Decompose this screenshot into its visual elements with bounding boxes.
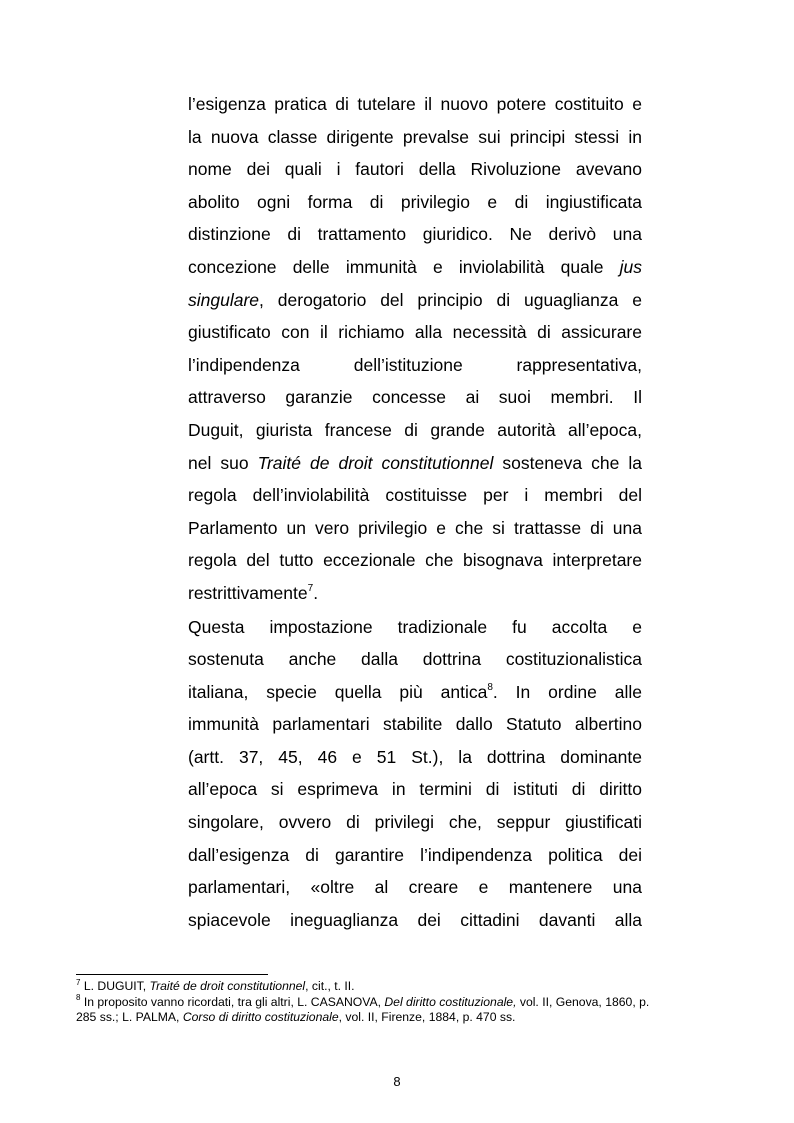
body-line: regola del tutto eccezionale che bisognava interpretare bbox=[188, 550, 642, 571]
body-text-run: restrittivamente bbox=[188, 582, 308, 603]
paragraph-start-line: Questa impostazione tradizionale fu accolta e bbox=[188, 616, 642, 637]
page-number: 8 bbox=[393, 1074, 401, 1089]
body-line: all’epoca si esprimeva in termini di istituti di diritto bbox=[188, 779, 642, 800]
footnote-text: L. DUGUIT, bbox=[80, 979, 150, 993]
body-line: Duguit, giurista francese di grande autorità all’epoca, bbox=[188, 419, 642, 440]
body-line: Parlamento un vero privilegio e che si trattasse di una bbox=[188, 517, 642, 538]
body-text-run: . bbox=[313, 582, 319, 603]
body-line bbox=[188, 251, 642, 284]
body-text-run: italiana, specie quella più antica bbox=[188, 681, 488, 702]
body-line: dall’esigenza di garantire l’indipendenza politica dei bbox=[188, 844, 642, 865]
body-line: abolito ogni forma di privilegio e di ingiustificata bbox=[188, 191, 642, 212]
footnote-number: 7 bbox=[76, 977, 81, 987]
body-line: (artt. 37, 45, 46 e 51 St.), la dottrina dominante bbox=[188, 746, 642, 767]
footnotes bbox=[76, 979, 716, 1026]
footnote-text: vol. II, Genova, 1860, p. bbox=[516, 994, 650, 1009]
body-line bbox=[188, 284, 642, 317]
body-line bbox=[188, 577, 642, 610]
footnote-text: , vol. II, Firenze, 1884, p. 470 ss. bbox=[338, 1010, 516, 1024]
body-line: immunità parlamentari stabilite dallo Statuto albertino bbox=[188, 714, 642, 735]
footnote-text: , cit., t. II. bbox=[305, 979, 355, 993]
italic-term: singulare bbox=[188, 289, 260, 310]
footnote-title: Corso di diritto costituzionale bbox=[182, 1010, 339, 1024]
body-text-run: sosteneva che la bbox=[493, 452, 642, 473]
footnote-title: Del diritto costituzionale, bbox=[384, 994, 517, 1009]
body-line: attraverso garanzie concesse ai suoi membri. Il bbox=[188, 387, 642, 408]
body-line: la nuova classe dirigente prevalse sui principi stessi in bbox=[188, 126, 642, 147]
footnote-7 bbox=[76, 979, 716, 995]
italic-title: Traité de droit constitutionnel bbox=[257, 452, 494, 473]
footnote-ref-8[interactable]: 8 bbox=[487, 681, 493, 693]
body-text-run: , derogatorio del principio di uguaglianza e bbox=[259, 289, 642, 310]
body-line: regola dell’inviolabilità costituisse per i membri del bbox=[188, 485, 642, 506]
body-text-run: nel suo bbox=[188, 452, 258, 473]
body-line: sostenuta anche dalla dottrina costituzionalistica bbox=[188, 649, 642, 670]
body-text-run: . In ordine alle bbox=[492, 681, 642, 702]
body-line: spiacevole ineguaglianza dei cittadini davanti alla bbox=[188, 909, 642, 930]
body-text bbox=[188, 88, 642, 936]
footnote-ref-7[interactable]: 7 bbox=[307, 583, 314, 595]
body-line: singolare, ovvero di privilegi che, seppur giustificati bbox=[188, 812, 642, 833]
footnote-separator bbox=[76, 974, 268, 975]
body-line: nome dei quali i fautori della Rivoluzione avevano bbox=[188, 159, 642, 180]
footnote-title: Traité de droit constitutionnel bbox=[149, 979, 306, 993]
footnote-number: 8 bbox=[76, 993, 81, 1003]
body-line bbox=[188, 676, 642, 709]
footnote-8-continued bbox=[76, 1010, 716, 1026]
body-line: l’indipendenza dell’istituzione rappresentativa, bbox=[188, 354, 642, 375]
footnote-8 bbox=[76, 995, 716, 1011]
footnote-text: In proposito vanno ricordati, tra gli altri, L. CASANOVA, bbox=[80, 994, 385, 1009]
body-line: parlamentari, «oltre al creare e mantenere una bbox=[188, 877, 642, 898]
body-line: giustificato con il richiamo alla necessità di assicurare bbox=[188, 322, 642, 343]
body-line bbox=[188, 447, 642, 480]
body-text-run: concezione delle immunità e inviolabilità quale bbox=[188, 256, 620, 277]
footnote-text: 285 ss.; L. PALMA, bbox=[76, 1010, 183, 1024]
body-line: distinzione di trattamento giuridico. Ne derivò una bbox=[188, 224, 642, 245]
body-line: l’esigenza pratica di tutelare il nuovo potere costituito e bbox=[188, 94, 642, 114]
italic-term: jus bbox=[619, 256, 642, 277]
